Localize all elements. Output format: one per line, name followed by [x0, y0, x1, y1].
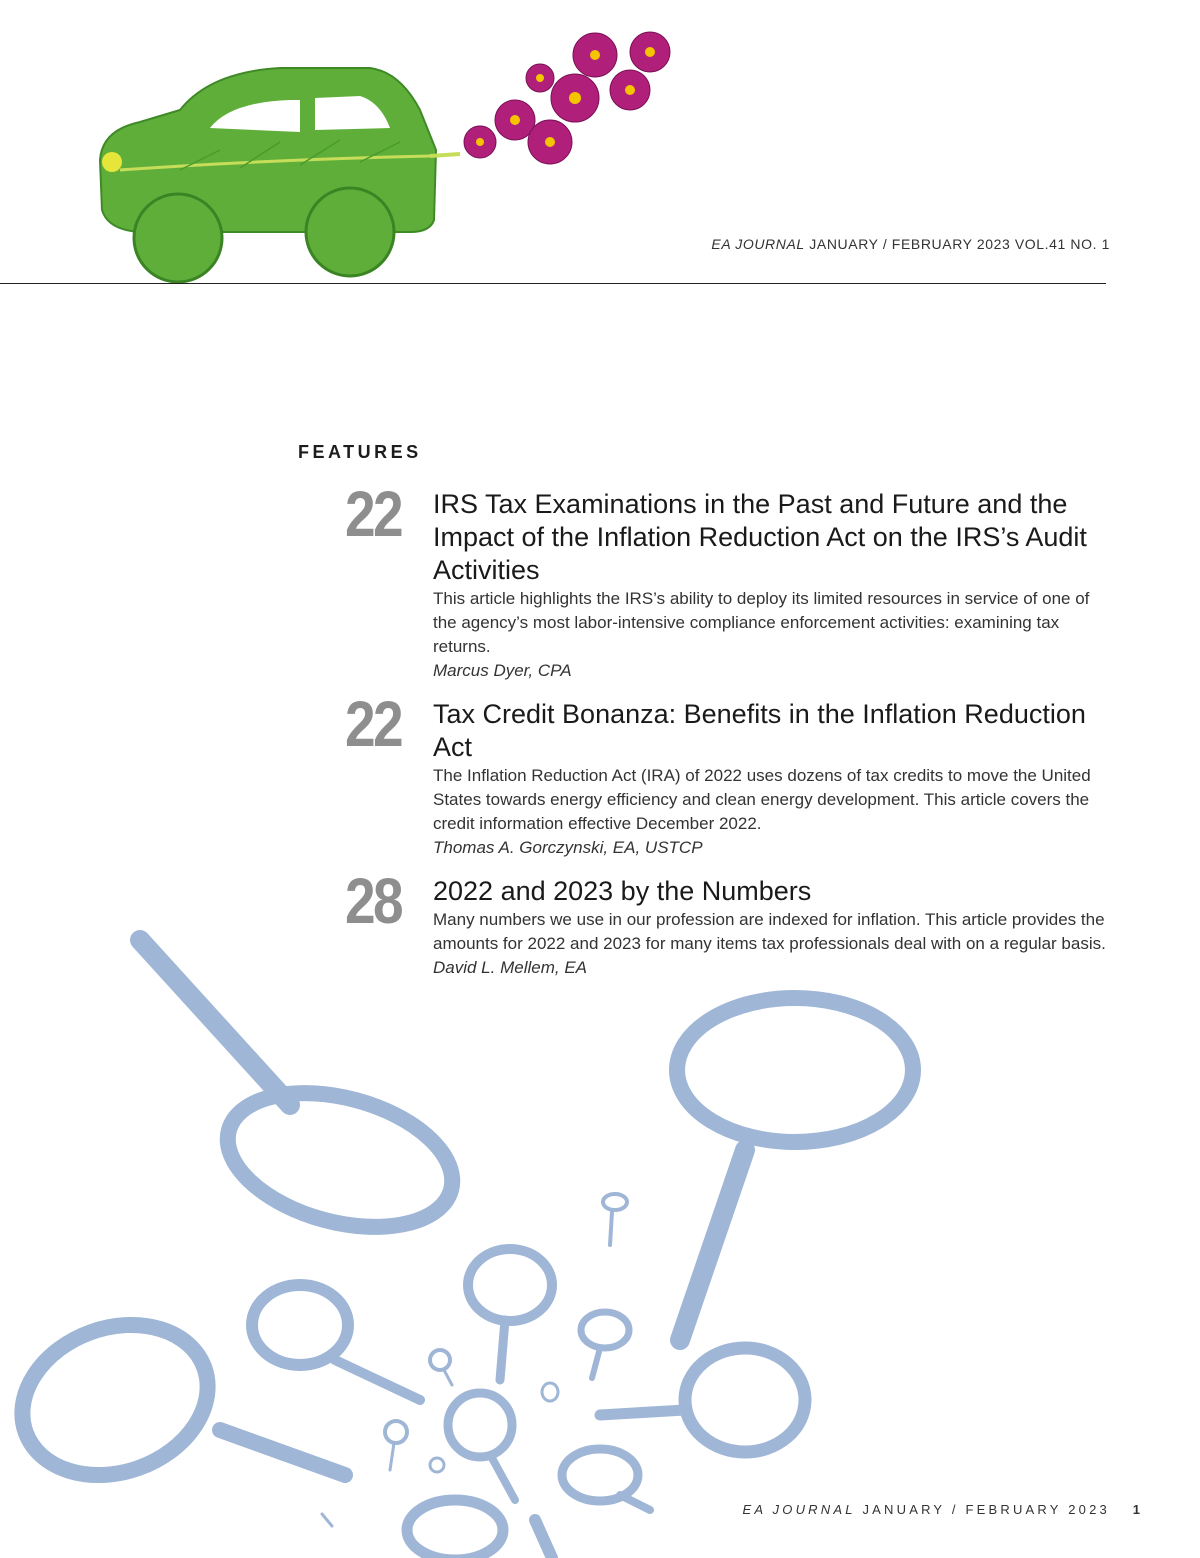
footer-publication: EA JOURNAL [742, 1502, 856, 1517]
feature-entry[interactable] [345, 478, 1110, 683]
footer-issue: JANUARY / FEBRUARY 2023 [862, 1502, 1110, 1517]
feature-title[interactable]: 2022 and 2023 by the Numbers [433, 876, 812, 906]
feature-description: This article highlights the IRS’s ability to deploy its limited resources in service of one of the agency’s most labor-intensive compliance enforcement activities: examining tax returns. [433, 589, 1090, 656]
footer-page-number: 1 [1132, 1502, 1140, 1517]
masthead-issue: JANUARY / FEBRUARY 2023 VOL.41 NO. 1 [809, 236, 1110, 252]
feature-title[interactable]: IRS Tax Examinations in the Past and Future and the Impact of the Inflation Reduction Act on the IRS’s Audit Activities [433, 489, 1087, 585]
leaf-car-illustration [60, 10, 700, 290]
feature-page-number: 28 [345, 865, 402, 937]
masthead [711, 236, 1110, 252]
feature-page-number: 22 [345, 478, 402, 550]
magnifying-glasses-illustration [0, 920, 960, 1558]
feature-author: David L. Mellem, EA [433, 958, 587, 977]
masthead-publication: EA JOURNAL [711, 236, 805, 252]
feature-description: The Inflation Reduction Act (IRA) of 2022 uses dozens of tax credits to move the United States towards energy efficiency and clean energy development. This article covers the credit information effective December 2022. [433, 766, 1091, 833]
feature-entry[interactable] [345, 688, 1110, 860]
section-heading-features: FEATURES [298, 442, 422, 462]
flower-exhaust-icon [464, 32, 670, 164]
car-icon [100, 68, 460, 282]
page-footer [742, 1502, 1140, 1517]
feature-title[interactable]: Tax Credit Bonanza: Benefits in the Inflation Reduction Act [433, 699, 1086, 762]
feature-entry[interactable] [345, 865, 1110, 980]
feature-author: Marcus Dyer, CPA [433, 661, 572, 680]
header-divider [0, 283, 1106, 284]
magnifier-icon [1, 940, 913, 1558]
feature-page-number: 22 [345, 688, 402, 760]
feature-description: Many numbers we use in our profession are indexed for inflation. This article provides the amounts for 2022 and 2023 for many items tax professionals deal with on a regular basis. [433, 910, 1106, 953]
feature-author: Thomas A. Gorczynski, EA, USTCP [433, 838, 703, 857]
